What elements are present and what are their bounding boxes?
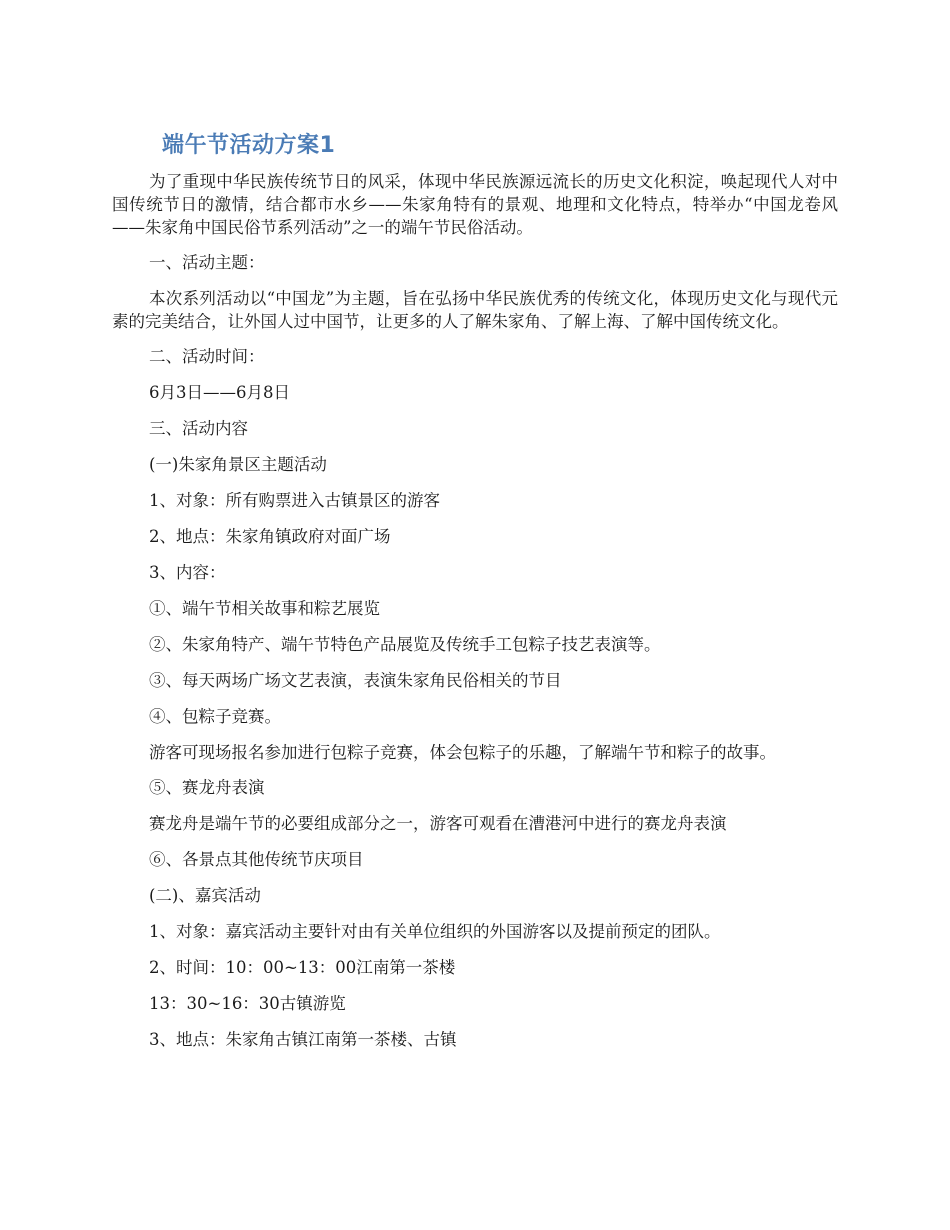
paragraph-dragon-boat: 赛龙舟是端午节的必要组成部分之一，游客可观看在漕港河中进行的赛龙舟表演 — [149, 814, 727, 833]
list-item-exhibition: ①、端午节相关故事和粽艺展览 — [149, 599, 380, 618]
heading-activity-time: 二、活动时间： — [149, 347, 265, 366]
subheading-guest-activities: (二)、嘉宾活动 — [149, 886, 261, 905]
list-item-guest-time-continued: 13：30~16：30古镇游览 — [149, 994, 346, 1013]
paragraph-zongzi-contest: 游客可现场报名参加进行包粽子竞赛，体会包粽子的乐趣，了解端午节和粽子的故事。 — [149, 743, 776, 762]
list-item-zongzi-contest: ④、包粽子竞赛。 — [149, 707, 281, 726]
paragraph-intro: 为了重现中华民族传统节日的风采，体现中华民族源远流长的历史文化积淀，唤起现代人对中国传统节日的激情，结合都市水乡——朱家角特有的景观、地理和文化特点，特举办“中国龙卷风——朱家角中国民俗节系列活动”之一的端午节民俗活动。 — [112, 172, 838, 237]
list-item-target: 1、对象：所有购票进入古镇景区的游客 — [149, 491, 440, 510]
list-item-content: 3、内容： — [149, 563, 226, 582]
list-item-guest-time: 2、时间：10：00~13：00江南第一茶楼 — [149, 958, 456, 977]
heading-activity-theme: 一、活动主题： — [149, 253, 265, 272]
list-item-performances: ③、每天两场广场文艺表演，表演朱家角民俗相关的节目 — [149, 671, 562, 690]
document-title: 端午节活动方案1 — [162, 133, 336, 158]
list-item-other-events: ⑥、各景点其他传统节庆项目 — [149, 850, 364, 869]
subheading-scenic-activities: (一)朱家角景区主题活动 — [149, 455, 327, 474]
list-item-dragon-boat: ⑤、赛龙舟表演 — [149, 778, 265, 797]
list-item-guest-location: 3、地点：朱家角古镇江南第一茶楼、古镇 — [149, 1030, 457, 1049]
document-body — [112, 170, 838, 1064]
list-item-products: ②、朱家角特产、端午节特色产品展览及传统手工包粽子技艺表演等。 — [149, 635, 661, 654]
list-item-location: 2、地点：朱家角镇政府对面广场 — [149, 527, 391, 546]
heading-activity-content: 三、活动内容 — [149, 419, 248, 438]
list-item-guest-target: 1、对象：嘉宾活动主要针对由有关单位组织的外国游客以及提前预定的团队。 — [149, 922, 721, 941]
paragraph-dates: 6月3日——6月8日 — [149, 383, 290, 402]
paragraph-theme: 本次系列活动以“中国龙”为主题，旨在弘扬中华民族优秀的传统文化，体现历史文化与现代元素的完美结合，让外国人过中国节，让更多的人了解朱家角、了解上海、了解中国传统文化。 — [112, 289, 838, 331]
